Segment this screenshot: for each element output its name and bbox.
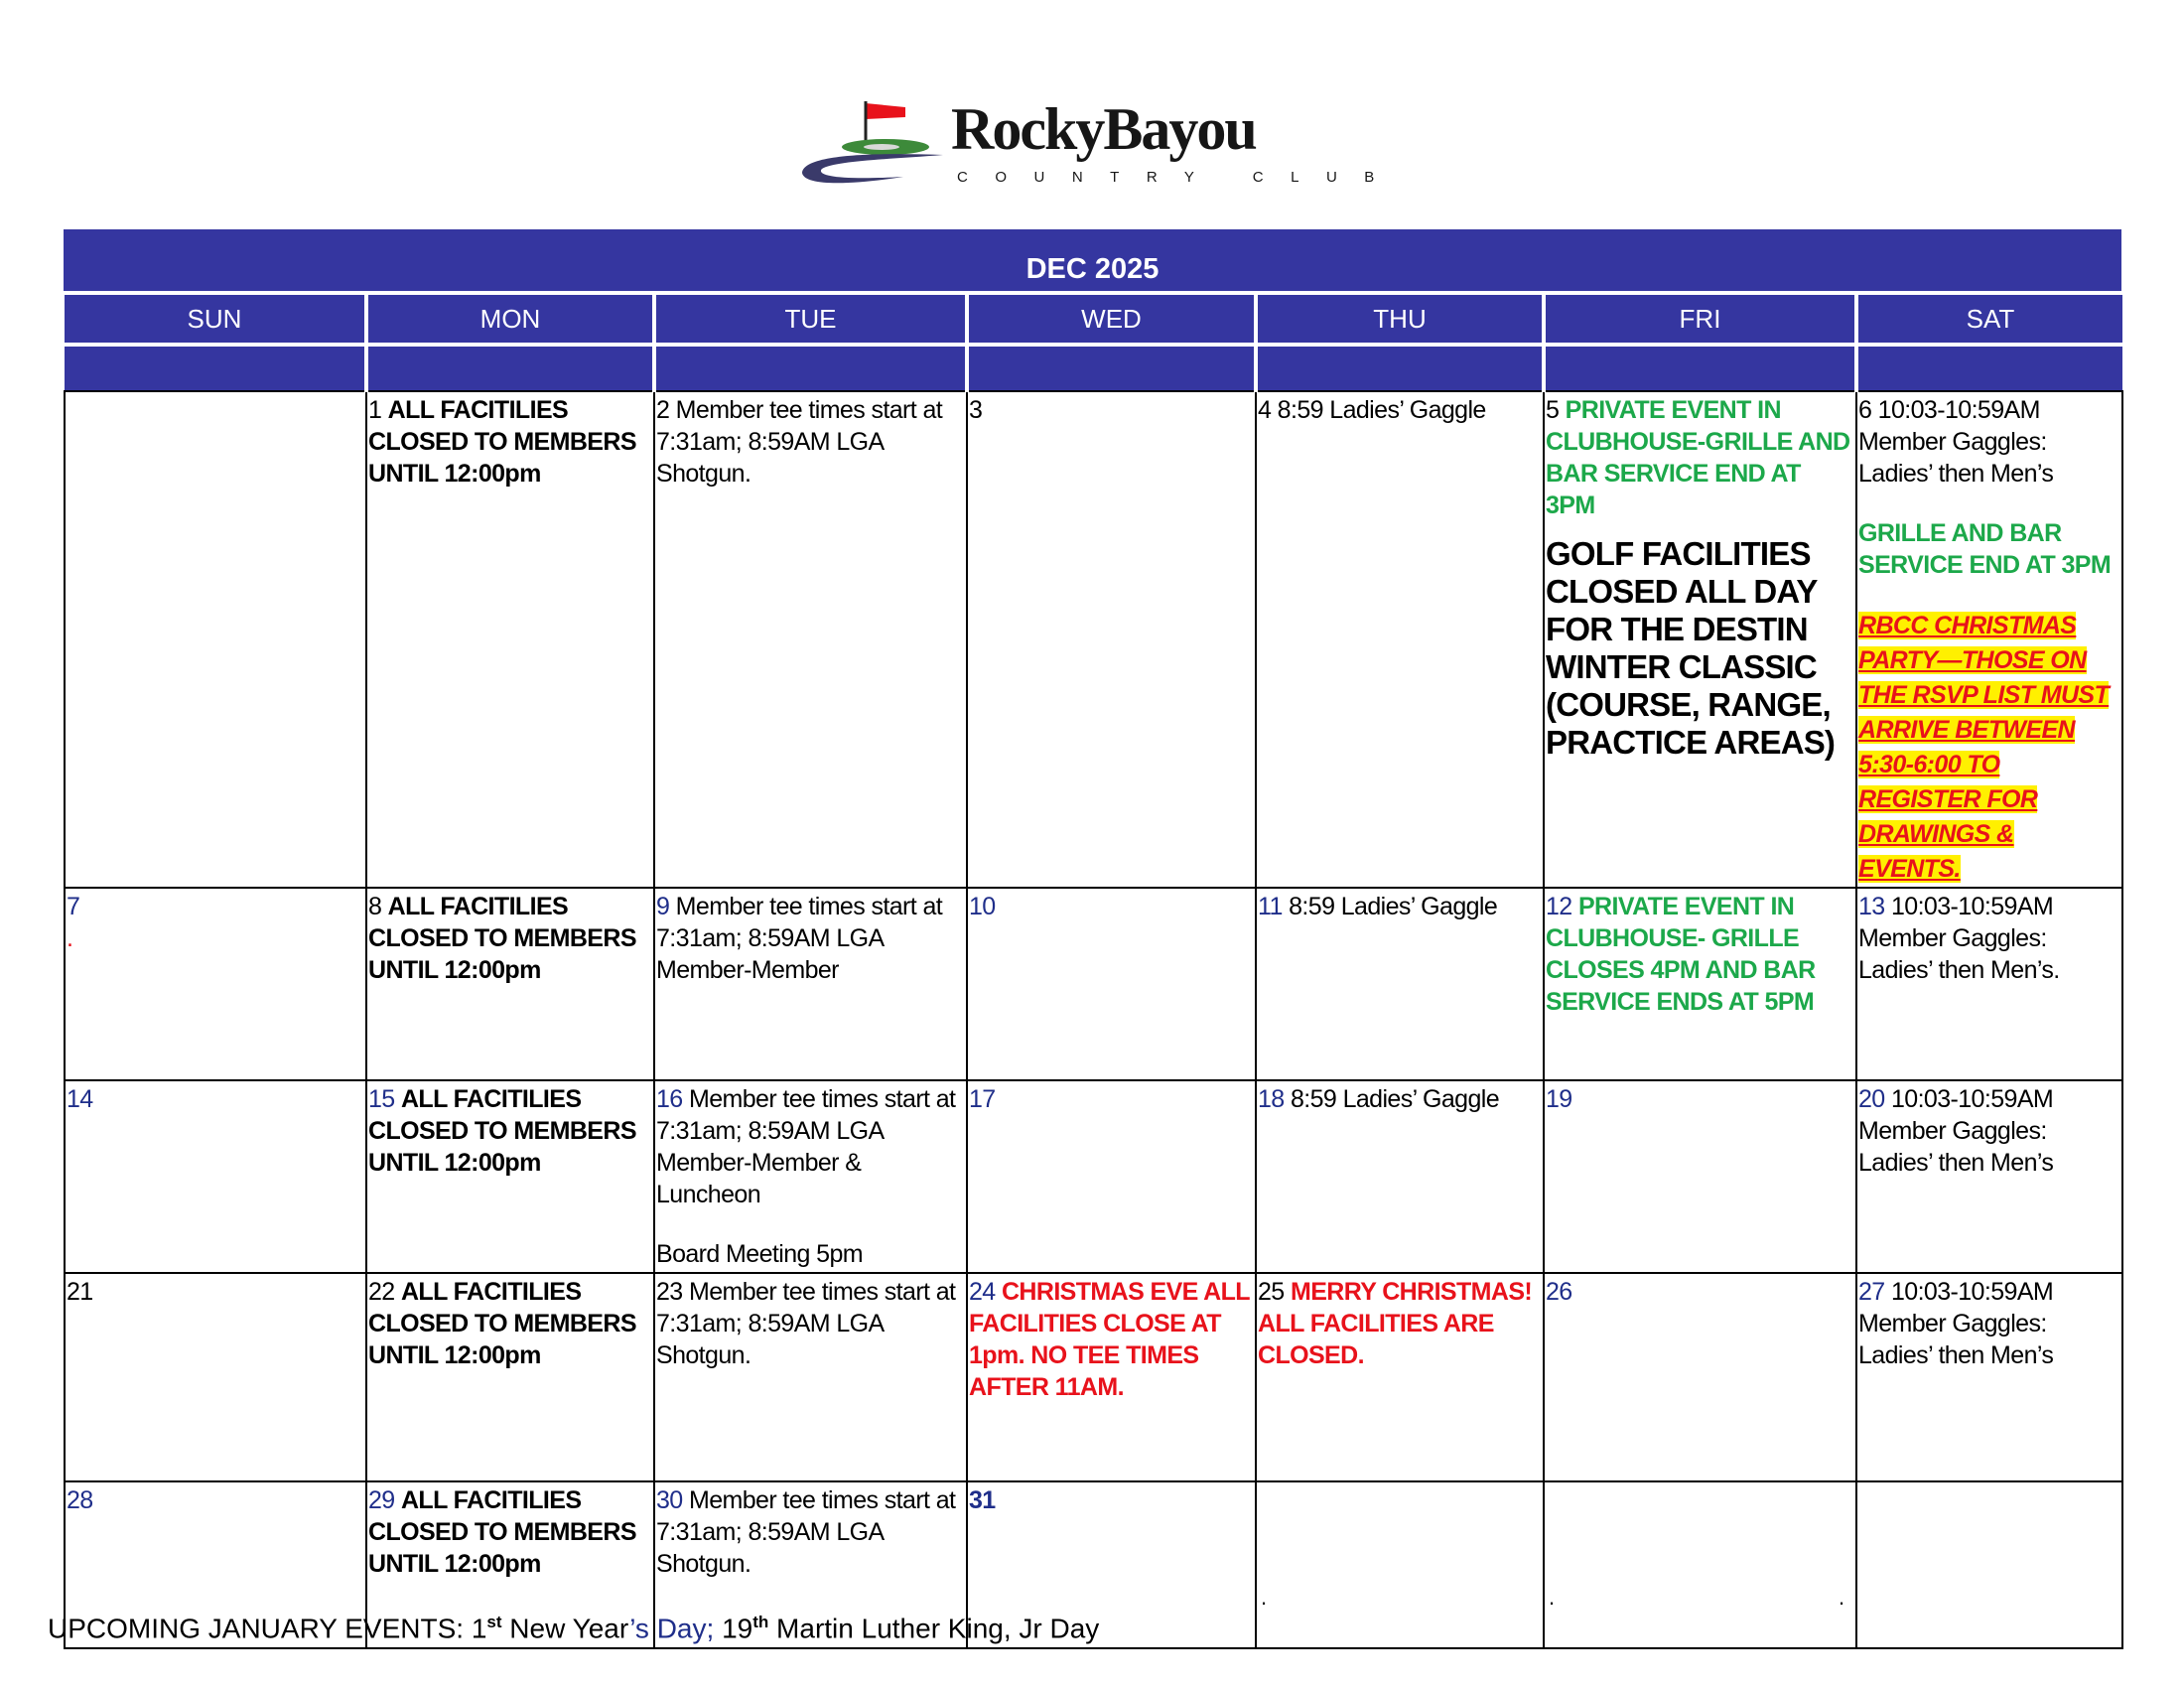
event-text: Member tee times start at 7:31am; 8:59AM LGA Shotgun.	[656, 1486, 956, 1578]
event-text-board: Board Meeting 5pm	[656, 1240, 863, 1268]
weekday-sun: SUN	[65, 295, 366, 345]
logo-subtitle: COUNTRY CLUB	[957, 169, 1402, 186]
week-row	[65, 391, 2122, 888]
event-text: Member tee times start at 7:31am; 8:59AM LGA Shotgun.	[656, 1278, 956, 1369]
event-text: ALL FACITILIES CLOSED TO MEMBERS UNTIL 12:00pm	[368, 396, 636, 488]
day-number: 4	[1258, 396, 1272, 424]
event-text-green: GRILLE AND BAR SERVICE END AT 3PM	[1858, 519, 2112, 579]
day-number: 30	[656, 1486, 683, 1514]
day-number: 19	[1546, 1085, 1572, 1113]
week-row	[65, 1273, 2122, 1481]
day-number: 27	[1858, 1278, 1885, 1306]
event-text: Member tee times start at 7:31am; 8:59AM LGA Shotgun.	[656, 396, 943, 488]
event-text: ALL FACITILIES CLOSED TO MEMBERS UNTIL 12:00pm	[368, 1486, 636, 1578]
day-cell-20	[1856, 1080, 2122, 1273]
day-cell-9	[654, 888, 967, 1080]
day-cell-18	[1256, 1080, 1544, 1273]
day-number: 24	[969, 1278, 996, 1306]
week-row	[65, 1080, 2122, 1273]
upcoming-events-footer	[48, 1613, 1099, 1644]
event-text: 10:03-10:59AM Member Gaggles: Ladies’ then Men’s	[1858, 396, 2054, 488]
day-cell-12	[1544, 888, 1856, 1080]
day-cell-empty	[1256, 1481, 1544, 1648]
header-spacer-row	[65, 345, 2122, 391]
day-number: 18	[1258, 1085, 1285, 1113]
day-cell-empty	[1856, 1481, 2122, 1648]
weekday-sat: SAT	[1856, 295, 2122, 345]
day-cell-7	[65, 888, 366, 1080]
day-cell-19	[1544, 1080, 1856, 1273]
day-number: 5	[1546, 396, 1560, 424]
calendar-grid	[64, 295, 2123, 1649]
day-number: 25	[1258, 1278, 1285, 1306]
weekday-thu: THU	[1256, 295, 1544, 345]
footer-prefix: UPCOMING JANUARY EVENTS: 1	[48, 1613, 487, 1644]
day-cell-6	[1856, 391, 2122, 888]
event-text-red: CHRISTMAS EVE ALL FACILITIES CLOSE AT 1pm. NO TEE TIMES AFTER 11AM.	[969, 1278, 1250, 1401]
day-number: 1	[368, 396, 382, 424]
event-text-green: PRIVATE EVENT IN CLUBHOUSE-GRILLE AND BAR SERVICE END AT 3PM	[1546, 396, 1850, 519]
day-cell-16	[654, 1080, 967, 1273]
weekday-tue: TUE	[654, 295, 967, 345]
calendar-month-title: DEC 2025	[64, 229, 2121, 295]
day-number: 22	[368, 1278, 395, 1306]
day-number: 17	[969, 1085, 996, 1113]
event-text: ALL FACITILIES CLOSED TO MEMBERS UNTIL 12:00pm	[368, 1278, 636, 1369]
event-text: 8:59 Ladies’ Gaggle	[1289, 893, 1498, 920]
day-number: 9	[656, 893, 670, 920]
golf-flag-icon	[794, 95, 953, 195]
day-number: 2	[656, 396, 670, 424]
event-text-red: MERRY CHRISTMAS! ALL FACILITIES ARE CLOSED.	[1258, 1278, 1533, 1369]
dot-mark: .	[67, 924, 73, 952]
event-text: Member tee times start at 7:31am; 8:59AM LGA Member-Member	[656, 893, 943, 984]
footer-sup-th: th	[752, 1613, 769, 1631]
day-cell-11	[1256, 888, 1544, 1080]
day-cell-1	[366, 391, 654, 888]
day-cell-5	[1544, 391, 1856, 888]
day-cell-21	[65, 1273, 366, 1481]
dot-mark: .	[1549, 1585, 1555, 1610]
logo-name: RockyBayou	[951, 96, 1256, 162]
day-number: 20	[1858, 1085, 1885, 1113]
event-text-large: GOLF FACILITIES CLOSED ALL DAY FOR THE DESTIN WINTER CLASSIC (COURSE, RANGE, PRACTICE AREAS)	[1546, 535, 1836, 761]
day-cell-24	[967, 1273, 1256, 1481]
day-number: 21	[67, 1278, 93, 1306]
day-cell-8	[366, 888, 654, 1080]
footer-new-year-day: ’s Day;	[629, 1613, 715, 1644]
footer-mlk: Martin Luther King, Jr Day	[768, 1613, 1100, 1644]
day-number: 31	[969, 1486, 996, 1514]
day-cell-22	[366, 1273, 654, 1481]
weekday-fri: FRI	[1544, 295, 1856, 345]
day-cell-25	[1256, 1273, 1544, 1481]
day-cell-empty	[1544, 1481, 1856, 1648]
day-number: 8	[368, 893, 382, 920]
event-highlight: RBCC CHRISTMAS PARTY—THOSE ON THE RSVP LIST MUST ARRIVE BETWEEN 5:30-6:00 TO REGISTER FOR DRAWINGS & EVENTS.	[1858, 612, 2110, 883]
event-text: 8:59 Ladies’ Gaggle	[1277, 396, 1486, 424]
footer-new-year: New Year	[501, 1613, 630, 1644]
event-text: 8:59 Ladies’ Gaggle	[1290, 1085, 1500, 1113]
day-number: 26	[1546, 1278, 1572, 1306]
dot-mark: .	[1839, 1585, 1844, 1610]
day-cell-23	[654, 1273, 967, 1481]
weekday-header-row	[65, 295, 2122, 345]
day-cell-13	[1856, 888, 2122, 1080]
club-logo	[794, 95, 1410, 195]
weekday-mon: MON	[366, 295, 654, 345]
day-cell-14	[65, 1080, 366, 1273]
day-cell-empty	[65, 391, 366, 888]
event-text: 10:03-10:59AM Member Gaggles: Ladies’ then Men’s.	[1858, 893, 2060, 984]
day-number: 14	[67, 1085, 93, 1113]
day-number: 28	[67, 1486, 93, 1514]
event-text: 10:03-10:59AM Member Gaggles: Ladies’ then Men’s	[1858, 1085, 2054, 1177]
day-number: 13	[1858, 893, 1885, 920]
event-text: 10:03-10:59AM Member Gaggles: Ladies’ then Men’s	[1858, 1278, 2054, 1369]
event-text: Member tee times start at 7:31am; 8:59AM LGA Member-Member & Luncheon	[656, 1085, 956, 1208]
day-number: 7	[67, 893, 80, 920]
calendar	[64, 229, 2121, 1649]
day-number: 29	[368, 1486, 395, 1514]
day-number: 15	[368, 1085, 395, 1113]
week-row	[65, 888, 2122, 1080]
day-cell-4	[1256, 391, 1544, 888]
footer-sup-st: st	[486, 1613, 502, 1631]
day-number: 16	[656, 1085, 683, 1113]
event-text-green: PRIVATE EVENT IN CLUBHOUSE- GRILLE CLOSES 4PM AND BAR SERVICE ENDS AT 5PM	[1546, 893, 1816, 1016]
day-cell-15	[366, 1080, 654, 1273]
day-number: 11	[1258, 893, 1283, 920]
day-cell-2	[654, 391, 967, 888]
day-cell-17	[967, 1080, 1256, 1273]
weekday-wed: WED	[967, 295, 1256, 345]
event-text: ALL FACITILIES CLOSED TO MEMBERS UNTIL 12:00pm	[368, 893, 636, 984]
day-number: 3	[969, 396, 983, 424]
dot-mark: .	[1261, 1585, 1267, 1610]
day-number: 12	[1546, 893, 1572, 920]
day-number: 23	[656, 1278, 683, 1306]
event-text: ALL FACITILIES CLOSED TO MEMBERS UNTIL 12:00pm	[368, 1085, 636, 1177]
day-number: 10	[969, 893, 996, 920]
day-number: 6	[1858, 396, 1872, 424]
day-cell-10	[967, 888, 1256, 1080]
day-cell-3	[967, 391, 1256, 888]
footer-day19: 19	[714, 1613, 753, 1644]
day-cell-26	[1544, 1273, 1856, 1481]
day-cell-27	[1856, 1273, 2122, 1481]
